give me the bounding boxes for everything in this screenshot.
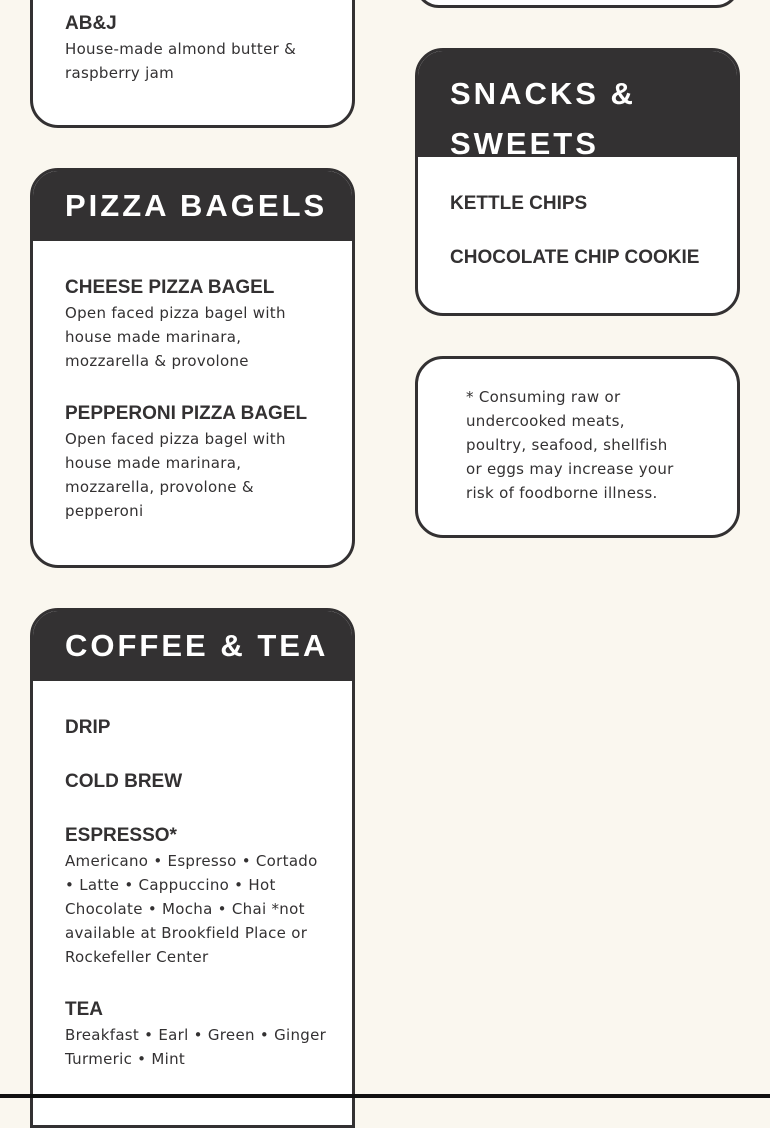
menu-section-snacks-sweets <box>415 48 740 316</box>
menu-card-top <box>30 0 355 128</box>
menu-item <box>450 193 735 215</box>
section-header <box>33 171 352 241</box>
menu-item <box>65 13 325 85</box>
menu-item <box>65 277 325 373</box>
section-header <box>418 51 737 161</box>
item-description: Open faced pizza bagel with house made marinara, mozzarella, provolone & pepperoni <box>65 430 286 520</box>
item-description: Americano • Espresso • Cortado • Latte • Cappuccino • Hot Chocolate • Mocha • Chai *not available at Brookfield Place or Rockefeller Center <box>65 852 318 966</box>
section-header <box>33 611 352 681</box>
item-title: PEPPERONI PIZZA BAGEL <box>65 403 308 424</box>
menu-item <box>450 247 735 269</box>
section-title: SNACKS & SWEETS <box>450 76 636 161</box>
item-title: COLD BREW <box>65 771 183 792</box>
item-description: House-made almond butter & raspberry jam <box>65 40 297 82</box>
item-title: CHEESE PIZZA BAGEL <box>65 277 275 298</box>
menu-item <box>65 771 330 793</box>
menu-section-coffee-tea <box>30 608 355 1128</box>
menu-item <box>65 717 330 739</box>
item-description: Open faced pizza bagel with house made marinara, mozzarella & provolone <box>65 304 286 370</box>
menu-card-top-right <box>415 0 740 8</box>
item-title: AB&J <box>65 13 117 34</box>
menu-item <box>65 403 325 523</box>
section-title: PIZZA BAGELS <box>65 188 328 223</box>
item-title: KETTLE CHIPS <box>450 193 588 214</box>
bottom-divider <box>0 1094 770 1098</box>
item-title: TEA <box>65 999 103 1020</box>
section-title: COFFEE & TEA <box>65 628 329 663</box>
menu-item <box>65 825 330 969</box>
menu-item <box>65 999 330 1071</box>
menu-section-pizza-bagels <box>30 168 355 568</box>
food-safety-notice <box>415 356 740 538</box>
item-title: ESPRESSO* <box>65 825 177 846</box>
notice-text: * Consuming raw or undercooked meats, poultry, seafood, shellfish or eggs may increase your risk of foodborne illness. <box>466 388 674 502</box>
item-title: CHOCOLATE CHIP COOKIE <box>450 247 700 268</box>
item-title: DRIP <box>65 717 111 738</box>
item-description: Breakfast • Earl • Green • Ginger Turmeric • Mint <box>65 1026 327 1068</box>
